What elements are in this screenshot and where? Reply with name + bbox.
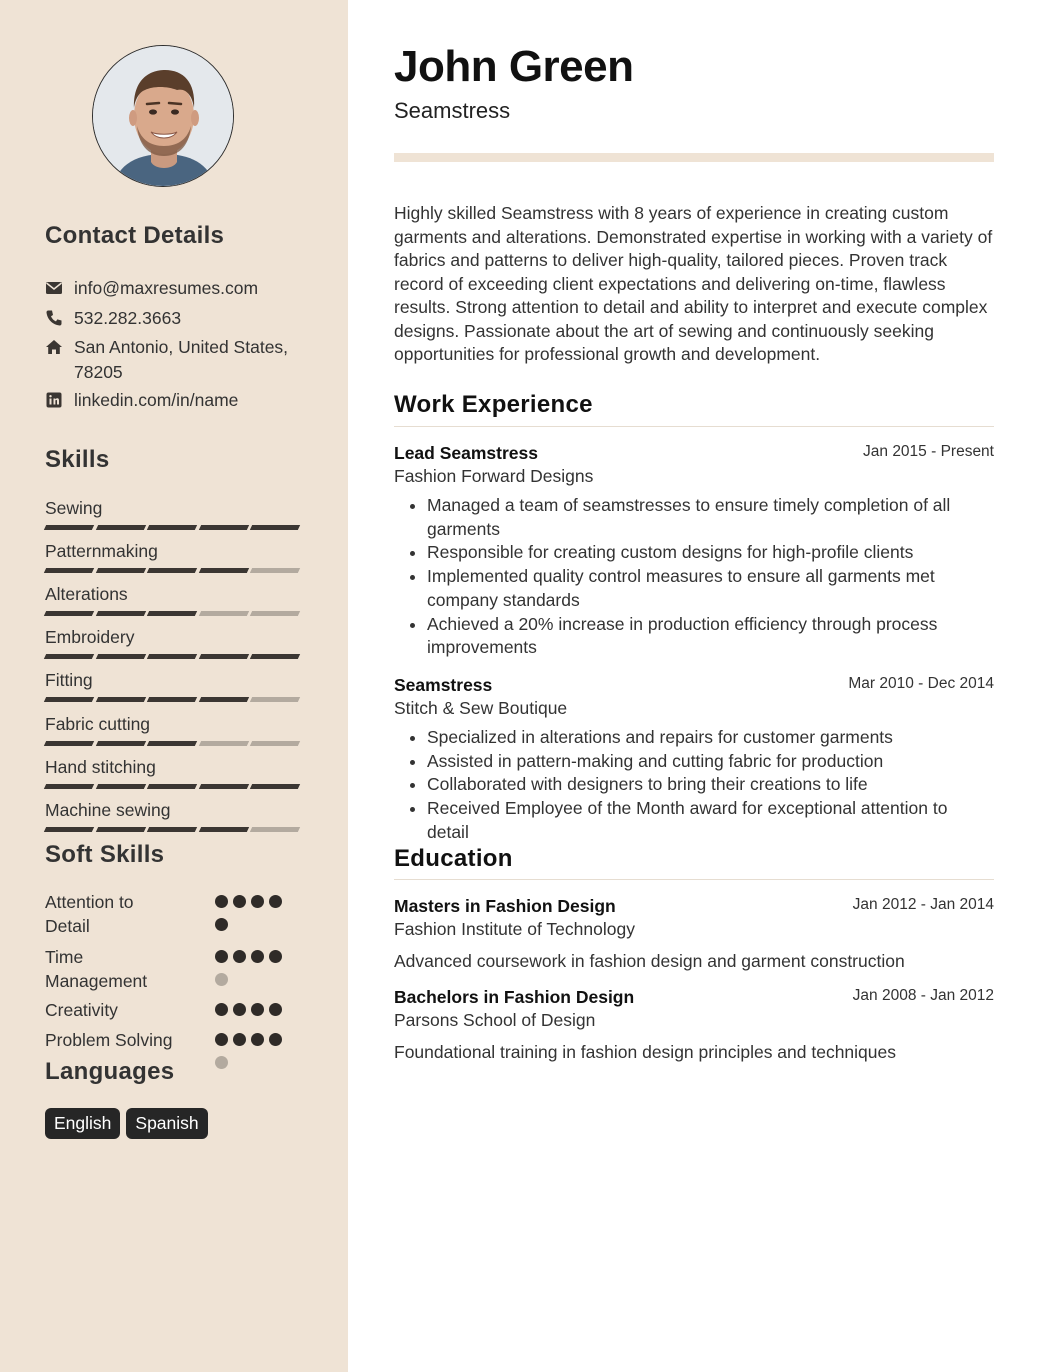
home-icon (45, 338, 63, 356)
skill-item (45, 669, 305, 702)
contact-linkedin-text: linkedin.com/in/name (74, 390, 239, 410)
skill-item (45, 756, 305, 789)
skill-bar-filled (250, 784, 300, 789)
job-dates: Mar 2010 - Dec 2014 (848, 675, 994, 692)
languages-list (45, 1108, 208, 1139)
contact-email-text: info@maxresumes.com (74, 278, 259, 298)
skill-item (45, 713, 305, 746)
skill-bar-filled (199, 654, 249, 659)
skill-bar-filled (95, 741, 145, 746)
skill-level-bars (45, 654, 305, 659)
header-divider (394, 153, 994, 162)
skill-bar-empty (250, 741, 300, 746)
skill-bar-filled (95, 697, 145, 702)
level-dot-filled (269, 950, 282, 963)
skill-bar-empty (250, 611, 300, 616)
skill-bar-filled (147, 568, 197, 573)
level-dot-filled (269, 895, 282, 908)
skill-item (45, 799, 305, 832)
skills-heading: Skills (45, 446, 110, 473)
skill-level-bars (45, 827, 305, 832)
job-bullet: • Responsible for creating custom designs for high-profile clients (427, 541, 994, 565)
level-dot-filled (215, 1033, 228, 1046)
contact-heading: Contact Details (45, 222, 225, 249)
skill-item (45, 497, 305, 530)
contact-phone-text: 532.282.3663 (74, 308, 182, 328)
soft-skills-heading: Soft Skills (45, 841, 165, 868)
level-dot-filled (233, 895, 246, 908)
job-bullet: • Collaborated with designers to bring their creations to life (427, 773, 994, 797)
work-heading: Work Experience (394, 391, 593, 418)
language-tag: Spanish (126, 1108, 207, 1139)
job-entry (394, 674, 994, 845)
skill-bar-filled (147, 654, 197, 659)
skill-bar-filled (44, 568, 94, 573)
profile-photo (92, 45, 234, 187)
job-company: Stitch & Sew Boutique (394, 698, 568, 718)
level-dot-empty (215, 973, 228, 986)
skill-bar-filled (44, 697, 94, 702)
contact-address-text (74, 335, 288, 385)
soft-skill-level-dots (215, 1033, 295, 1079)
education-dates: Jan 2008 - Jan 2012 (852, 987, 994, 1004)
skill-item (45, 583, 305, 616)
phone-icon (45, 309, 63, 327)
job-title: Seamstress (394, 675, 493, 695)
contact-address (45, 335, 315, 385)
skill-label: Fabric cutting (45, 714, 151, 734)
skill-label: Embroidery (45, 627, 135, 647)
summary-text: Highly skilled Seamstress with 8 years of experience in creating custom garments and alterations. Demonstrated expertise in working with a variety of fabrics and patterns to deliver high-quality, tailored pieces. Proven track record of exceeding client expectations and delivering on-time, flawless results. Strong attention to detail and ability to interpret and execute complex designs. Passionate about the art of sewing and continuously seeking opportunities for professional growth and development. (394, 203, 993, 364)
level-dot-filled (251, 1003, 264, 1016)
school-name: Fashion Institute of Technology (394, 919, 635, 939)
level-dot-filled (233, 1003, 246, 1016)
envelope-icon (45, 279, 63, 297)
sidebar (0, 0, 348, 1372)
skill-bar-filled (44, 784, 94, 789)
soft-skill-label: Problem Solving (45, 1030, 173, 1050)
skill-bar-filled (95, 654, 145, 659)
skill-level-bars (45, 697, 305, 702)
level-dot-filled (215, 1003, 228, 1016)
level-dot-filled (215, 918, 228, 931)
contact-linkedin[interactable] (45, 388, 315, 413)
skill-bar-empty (250, 827, 300, 832)
skill-label: Hand stitching (45, 757, 156, 777)
candidate-name: John Green (394, 42, 634, 91)
level-dot-filled (269, 1003, 282, 1016)
address-line-1: San Antonio, United States, (74, 337, 289, 357)
job-bullet: • Received Employee of the Month award for exceptional attention to detail (427, 797, 994, 844)
skill-bar-filled (147, 741, 197, 746)
avatar (93, 46, 234, 187)
education-description: Advanced coursework in fashion design and garment construction (394, 951, 905, 971)
skill-bar-filled (95, 611, 145, 616)
skill-level-bars (45, 784, 305, 789)
education-dates: Jan 2012 - Jan 2014 (852, 896, 994, 913)
job-bullets (394, 726, 994, 845)
skill-bar-filled (199, 784, 249, 789)
skill-bar-filled (44, 827, 94, 832)
skill-bar-filled (147, 697, 197, 702)
skill-item (45, 626, 305, 659)
level-dot-filled (233, 1033, 246, 1046)
education-entry (394, 895, 994, 973)
skill-bar-empty (250, 568, 300, 573)
skill-bar-filled (147, 784, 197, 789)
address-line-2: 78205 (74, 362, 123, 382)
contact-phone[interactable] (45, 306, 315, 331)
linkedin-icon (45, 391, 63, 409)
level-dot-filled (251, 950, 264, 963)
candidate-role: Seamstress (394, 98, 511, 123)
skill-label: Machine sewing (45, 800, 171, 820)
job-dates: Jan 2015 - Present (863, 443, 994, 460)
skill-bar-filled (199, 568, 249, 573)
skill-bar-filled (44, 741, 94, 746)
skill-bar-empty (199, 741, 249, 746)
degree-title: Masters in Fashion Design (394, 896, 616, 916)
skill-bar-filled (44, 611, 94, 616)
skill-bar-filled (95, 525, 145, 530)
job-entry (394, 442, 994, 660)
education-entry (394, 986, 994, 1064)
level-dot-empty (215, 1056, 228, 1069)
skill-bar-filled (250, 654, 300, 659)
skill-bar-empty (250, 697, 300, 702)
skill-bar-filled (199, 525, 249, 530)
education-description: Foundational training in fashion design principles and techniques (394, 1042, 897, 1062)
contact-email[interactable] (45, 276, 315, 301)
soft-skill-level-dots (215, 950, 295, 996)
skill-bar-filled (147, 827, 197, 832)
skill-bar-filled (44, 654, 94, 659)
level-dot-filled (251, 895, 264, 908)
job-title: Lead Seamstress (394, 443, 538, 463)
languages-heading: Languages (45, 1058, 175, 1085)
skill-bar-filled (199, 827, 249, 832)
degree-title: Bachelors in Fashion Design (394, 987, 635, 1007)
skill-bar-filled (199, 697, 249, 702)
soft-skill-label: Time Management (45, 947, 148, 991)
skill-label: Fitting (45, 670, 93, 690)
education-heading: Education (394, 845, 513, 872)
job-bullet: • Managed a team of seamstresses to ensure timely completion of all garments (427, 494, 994, 541)
skill-label: Patternmaking (45, 541, 158, 561)
work-divider (394, 426, 994, 427)
job-company: Fashion Forward Designs (394, 466, 594, 486)
job-bullet: • Specialized in alterations and repairs for customer garments (427, 726, 994, 750)
skill-bar-filled (44, 525, 94, 530)
soft-skill-level-dots (215, 895, 295, 941)
skill-label: Alterations (45, 584, 128, 604)
skill-bar-filled (95, 568, 145, 573)
job-bullet: • Assisted in pattern-making and cutting fabric for production (427, 750, 994, 774)
skill-level-bars (45, 568, 305, 573)
level-dot-filled (233, 950, 246, 963)
education-divider (394, 879, 994, 880)
skill-label: Sewing (45, 498, 103, 518)
language-tag: English (45, 1108, 120, 1139)
school-name: Parsons School of Design (394, 1010, 596, 1030)
level-dot-filled (251, 1033, 264, 1046)
skill-bar-filled (250, 525, 300, 530)
skill-bar-filled (147, 611, 197, 616)
skill-bar-filled (95, 827, 145, 832)
level-dot-filled (269, 1033, 282, 1046)
skill-level-bars (45, 611, 305, 616)
job-bullet: • Implemented quality control measures to ensure all garments met company standards (427, 565, 994, 612)
soft-skill-label: Creativity (45, 1000, 118, 1020)
skill-bar-empty (199, 611, 249, 616)
soft-skill-level-dots (215, 1003, 295, 1026)
skill-item (45, 540, 305, 573)
skill-bar-filled (147, 525, 197, 530)
level-dot-filled (215, 895, 228, 908)
skill-bar-filled (95, 784, 145, 789)
job-bullets (394, 494, 994, 660)
skill-level-bars (45, 525, 305, 530)
skill-level-bars (45, 741, 305, 746)
soft-skill-label: Attention to Detail (45, 892, 134, 936)
job-bullet: • Achieved a 20% increase in production efficiency through process improvements (427, 613, 994, 660)
level-dot-filled (215, 950, 228, 963)
